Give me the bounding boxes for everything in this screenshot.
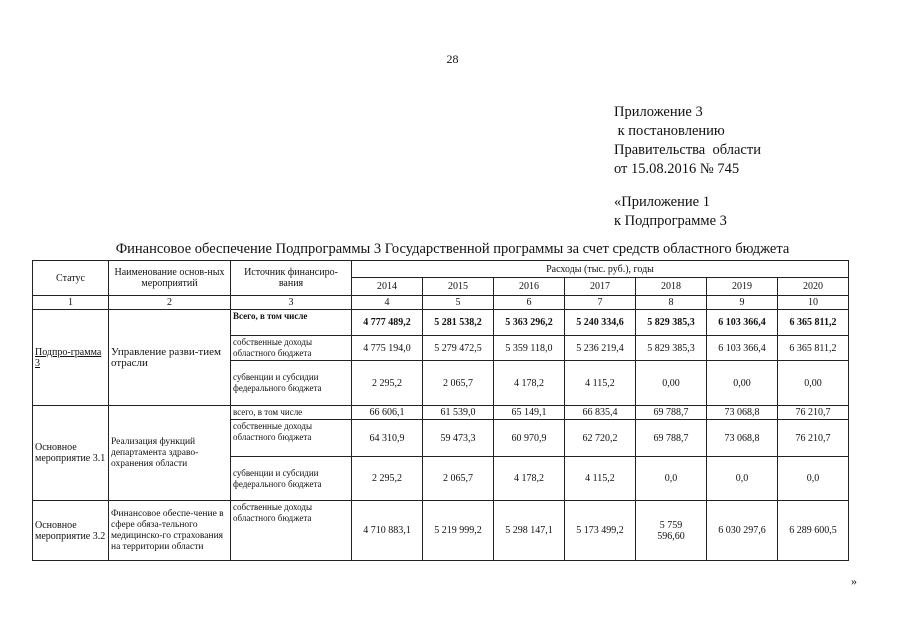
value-cell: 69 788,7 (636, 406, 707, 420)
value-cell: 5 279 472,5 (423, 336, 494, 361)
table-row (33, 406, 849, 420)
value-cell: 62 720,2 (565, 420, 636, 457)
value-cell: 6 103 366,4 (707, 336, 778, 361)
value-cell: 5 829 385,3 (636, 336, 707, 361)
value-cell: 5 240 334,6 (565, 310, 636, 336)
financing-table (32, 260, 849, 561)
value-cell: 61 539,0 (423, 406, 494, 420)
value-cell: 60 970,9 (494, 420, 565, 457)
column-number: 8 (636, 296, 707, 310)
value-cell: 4 178,2 (494, 361, 565, 406)
header-year: 2020 (778, 278, 849, 296)
table-title: Финансовое обеспечение Подпрограммы 3 Государственной программы за счет средств областного бюджета (115, 241, 790, 257)
column-number: 4 (352, 296, 423, 310)
value-cell: 76 210,7 (778, 406, 849, 420)
source-cell: всего, в том числе (231, 406, 352, 420)
value-cell: 64 310,9 (352, 420, 423, 457)
value-cell: 0,0 (778, 457, 849, 501)
value-cell: 5 236 219,4 (565, 336, 636, 361)
header-status: Статус (33, 261, 109, 296)
value-cell: 2 065,7 (423, 361, 494, 406)
closing-quote: » (851, 574, 857, 588)
value-cell: 0,00 (707, 361, 778, 406)
status-cell: Основное мероприятие 3.2 (33, 501, 109, 561)
value-cell: 4 710 883,1 (352, 501, 423, 561)
header-year: 2015 (423, 278, 494, 296)
header-year: 2014 (352, 278, 423, 296)
value-cell: 2 295,2 (352, 457, 423, 501)
value-cell: 59 473,3 (423, 420, 494, 457)
status-cell: Основное мероприятие 3.1 (33, 406, 109, 501)
column-number: 7 (565, 296, 636, 310)
value-cell: 76 210,7 (778, 420, 849, 457)
value-cell: 6 289 600,5 (778, 501, 849, 561)
header-year: 2017 (565, 278, 636, 296)
value-cell: 2 065,7 (423, 457, 494, 501)
value-cell: 66 606,1 (352, 406, 423, 420)
value-cell: 73 068,8 (707, 406, 778, 420)
header-expenses: Расходы (тыс. руб.), годы (352, 261, 849, 278)
table-row (33, 310, 849, 336)
page-number: 28 (446, 52, 459, 66)
value-cell: 5 359 118,0 (494, 336, 565, 361)
value-cell: 0,0 (707, 457, 778, 501)
column-number: 2 (109, 296, 231, 310)
value-cell: 5 759 596,60 (636, 501, 707, 561)
value-cell: 6 365 811,2 (778, 336, 849, 361)
value-cell: 6 365 811,2 (778, 310, 849, 336)
source-cell: собственные доходы областного бюджета (231, 501, 352, 561)
value-cell: 5 363 296,2 (494, 310, 565, 336)
column-number: 5 (423, 296, 494, 310)
column-number: 9 (707, 296, 778, 310)
value-cell: 4 777 489,2 (352, 310, 423, 336)
value-cell: 4 775 194,0 (352, 336, 423, 361)
appendix-line: к Подпрограмме 3 (614, 213, 727, 229)
header-source: Источник финансиро-вания (231, 261, 352, 296)
value-cell: 5 298 147,1 (494, 501, 565, 561)
header-year: 2019 (707, 278, 778, 296)
value-cell: 0,00 (636, 361, 707, 406)
appendix-header (614, 103, 761, 231)
name-cell: Реализация функций департамента здраво-охранения области (109, 406, 231, 501)
status-cell (33, 310, 109, 406)
value-cell: 4 115,2 (565, 457, 636, 501)
value-cell: 0,0 (636, 457, 707, 501)
value-cell: 65 149,1 (494, 406, 565, 420)
header-name: Наименование основ-ных мероприятий (109, 261, 231, 296)
value-cell: 2 295,2 (352, 361, 423, 406)
source-cell: собственные доходы областного бюджета (231, 336, 352, 361)
value-cell: 4 115,2 (565, 361, 636, 406)
column-number: 10 (778, 296, 849, 310)
value-cell: 66 835,4 (565, 406, 636, 420)
source-cell: субвенции и субсидии федерального бюджета (231, 457, 352, 501)
status-text: Подпро-грамма 3 (35, 346, 102, 369)
source-cell: Всего, в том числе (231, 310, 352, 336)
header-year: 2018 (636, 278, 707, 296)
appendix-line: Приложение 3 (614, 104, 703, 120)
value-cell: 6 030 297,6 (707, 501, 778, 561)
value-cell: 69 788,7 (636, 420, 707, 457)
value-cell: 5 219 999,2 (423, 501, 494, 561)
value-cell: 4 178,2 (494, 457, 565, 501)
table-row (33, 501, 849, 561)
value-cell: 5 281 538,2 (423, 310, 494, 336)
value-cell: 0,00 (778, 361, 849, 406)
value-cell: 6 103 366,4 (707, 310, 778, 336)
appendix-line: «Приложение 1 (614, 194, 710, 210)
appendix-line: Правительства области (614, 142, 761, 158)
column-number: 3 (231, 296, 352, 310)
header-year: 2016 (494, 278, 565, 296)
source-cell: субвенции и субсидии федерального бюджета (231, 361, 352, 406)
value-cell: 5 829 385,3 (636, 310, 707, 336)
column-number: 6 (494, 296, 565, 310)
source-cell: собственные доходы областного бюджета (231, 420, 352, 457)
value-cell: 73 068,8 (707, 420, 778, 457)
appendix-line: к постановлению (614, 123, 725, 139)
appendix-line: от 15.08.2016 № 745 (614, 161, 740, 177)
value-cell: 5 173 499,2 (565, 501, 636, 561)
name-cell: Управление разви-тием отрасли (109, 310, 231, 406)
column-number: 1 (33, 296, 109, 310)
name-cell: Финансовое обеспе-чение в сфере обяза-тельного медицинско-го страхования на территории области (109, 501, 231, 561)
